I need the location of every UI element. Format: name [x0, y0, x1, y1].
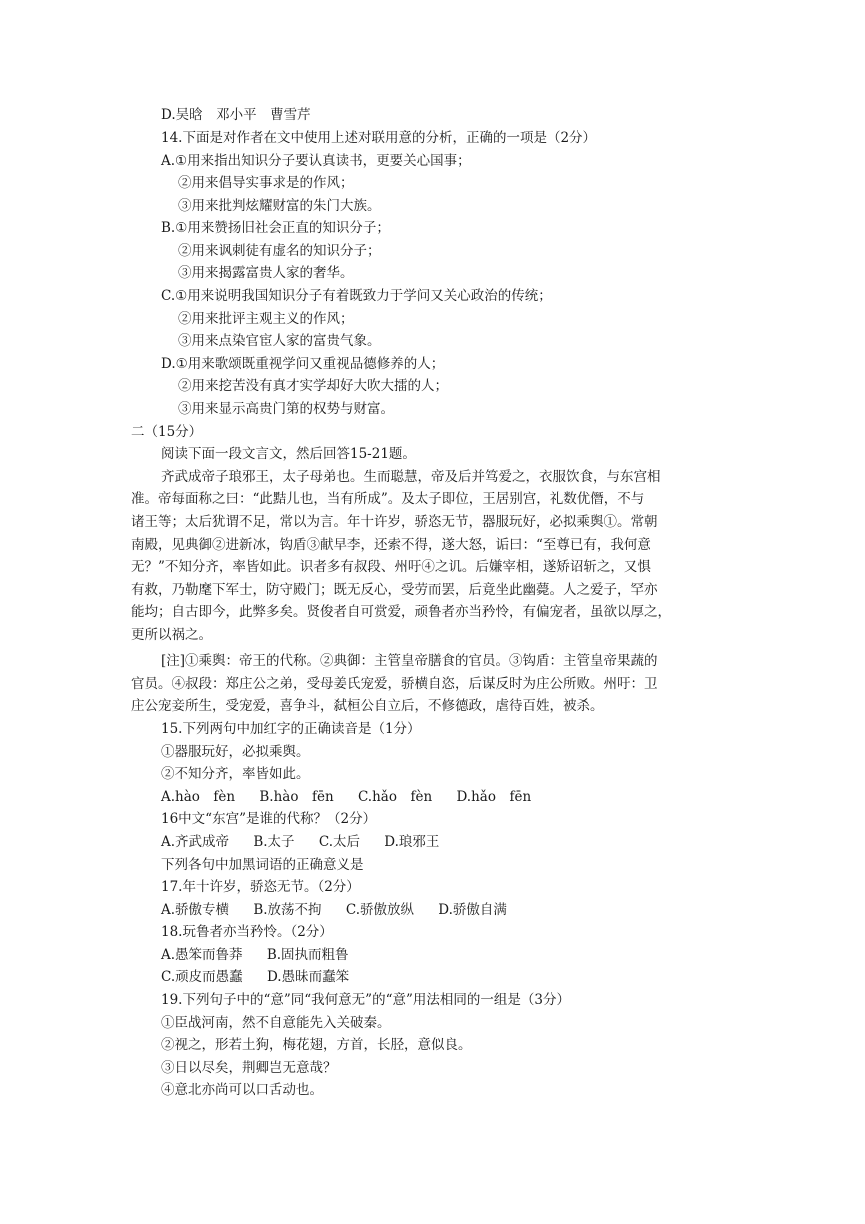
q16-option-a: A.齐武成帝 — [161, 834, 230, 850]
q17-options — [161, 899, 507, 922]
q19-stem: 19.下列句子中的“意”同“我何意无”的“意”用法相同的一组是（3分） — [161, 992, 570, 1008]
q17-stem: 17.年十许岁，骄恣无节。（2分） — [161, 879, 360, 895]
q17-option-d: D.骄傲自满 — [438, 902, 507, 918]
q14-option-c-2: ②用来批评主观主义的作风； — [178, 311, 354, 327]
q15-stem: 15.下列两句中加红字的正确读音是（1分） — [161, 721, 421, 737]
q15-option-a: A.hào fèn — [161, 789, 236, 805]
q14-option-a-1: A.①用来指出知识分子要认真读书，更要关心国事； — [161, 153, 471, 169]
q15-option-b: B.hào fēn — [259, 789, 334, 805]
q19-sentence-3: ③日以尽矣，荆卿岂无意哉？ — [161, 1060, 337, 1076]
passage-line: 能均；自古即今，此弊多矣。贤俊者自可赏爱，顽鲁者亦当矜怜，有偏宠者，虽欲以厚之， — [131, 604, 671, 620]
section-heading: 二（15分） — [131, 424, 203, 440]
q18-stem: 18.玩鲁者亦当矜怜。（2分） — [161, 924, 333, 940]
q15-sentence-2: ②不知分齐，率皆如此。 — [161, 766, 310, 782]
q17-option-c: C.骄傲放纵 — [345, 902, 414, 918]
passage-line: 齐武成帝子琅邪王，太子母弟也。生而聪慧，帝及后并笃爱之，衣服饮食，与东宫相 — [161, 469, 661, 485]
q16-option-c: C.太后 — [318, 834, 360, 850]
q14-option-a-3: ③用来批判炫耀财富的朱门大族。 — [178, 198, 381, 214]
q18-options-row-2 — [161, 966, 349, 989]
q14-option-d-1: D.①用来歌颂既重视学问又重视品德修养的人； — [161, 356, 445, 372]
q19-sentence-2: ②视之，形若土狗，梅花翅，方首，长胫，意似良。 — [161, 1037, 472, 1053]
instruction-text: 下列各句中加黑词语的正确意义是 — [161, 857, 364, 873]
q14-option-a-2: ②用来倡导实事求是的作风； — [178, 175, 354, 191]
q14-option-b-3: ③用来揭露富贵人家的奢华。 — [178, 265, 354, 281]
q18-option-a: A.愚笨而鲁莽 — [161, 947, 243, 963]
q15-option-d: D.hǎo fēn — [456, 789, 532, 805]
q14-option-b-2: ②用来讽刺徒有虚名的知识分子； — [178, 243, 381, 259]
q14-option-c-3: ③用来点染官宦人家的富贵气象。 — [178, 333, 381, 349]
q14-option-b-1: B.①用来赞扬旧社会正直的知识分子； — [161, 220, 390, 236]
annotation-line: 官员。④叔段：郑庄公之弟，受母姜氏宠爱，骄横自恣，后谋反时为庄公所败。州吁：卫 — [131, 676, 658, 692]
q15-option-c: C.hǎo fèn — [357, 789, 433, 805]
q18-option-c: C.顽皮而愚蠢 — [161, 969, 243, 985]
q13-option-d: D.吴晗 邓小平 曹雪芹 — [161, 107, 311, 123]
q19-sentence-1: ①臣战河南，然不自意能先入关破秦。 — [161, 1015, 391, 1031]
annotation-line: [注]①乘舆：帝王的代称。②典御：主管皇帝膳食的官员。③钩盾：主管皇帝果蔬的 — [161, 653, 658, 669]
q18-option-d: D.愚昧而蠢笨 — [266, 969, 350, 985]
q18-option-b: B.固执而粗鲁 — [266, 947, 349, 963]
q16-option-b: B.太子 — [253, 834, 295, 850]
q16-option-d: D.琅邪王 — [384, 834, 440, 850]
q16-options — [161, 831, 439, 854]
q19-sentence-4: ④意北亦尚可以口舌动也。 — [161, 1082, 323, 1098]
passage-line: 南殿，见典御②进新冰，钩盾③献早李，还索不得，遂大怒，诟曰：“至尊已有，我何意 — [131, 537, 651, 553]
q14-option-d-3: ③用来显示高贵门第的权势与财富。 — [178, 401, 394, 417]
passage-line: 更所以祸之。 — [131, 627, 212, 643]
passage-line: 诸王等；太后犹谓不足，常以为言。年十许岁，骄恣无节，器服玩好，必拟乘舆①。常朝 — [131, 514, 658, 530]
q17-option-a: A.骄傲专横 — [161, 902, 230, 918]
passage-line: 准。帝每面称之曰：“此黠儿也，当有所成”。及太子即位，王居别宫，礼数优僭，不与 — [131, 491, 645, 507]
passage-line: 有救，乃勒麾下军士，防守殿门；既无反心，受劳而罢，后竟坐此幽薨。人之爱子，罕亦 — [131, 582, 658, 598]
q17-option-b: B.放荡不拘 — [253, 902, 322, 918]
q15-sentence-1: ①器服玩好，必拟乘舆。 — [161, 744, 310, 760]
annotation-line: 庄公宠妾所生，受宠爱，喜争斗，弑桓公自立后，不修德政，虐待百姓，被杀。 — [131, 698, 604, 714]
reading-instruction: 阅读下面一段文言文，然后回答15-21题。 — [161, 446, 416, 462]
q18-options-row-1 — [161, 944, 349, 967]
q14-stem: 14.下面是对作者在文中使用上述对联用意的分析，正确的一项是（2分） — [161, 130, 597, 146]
passage-line: 无？”不知分齐，率皆如此。识者多有叔段、州吁④之讥。后嫌宰相，遂矫诏斩之，又惧 — [131, 559, 651, 575]
q14-option-d-2: ②用来挖苦没有真才实学却好大吹大擂的人； — [178, 378, 448, 394]
q16-stem: 16中文“东宫”是谁的代称？（2分） — [161, 811, 377, 827]
q15-options — [161, 786, 531, 809]
q14-option-c-1: C.①用来说明我国知识分子有着既致力于学问又关心政治的传统； — [161, 288, 552, 304]
